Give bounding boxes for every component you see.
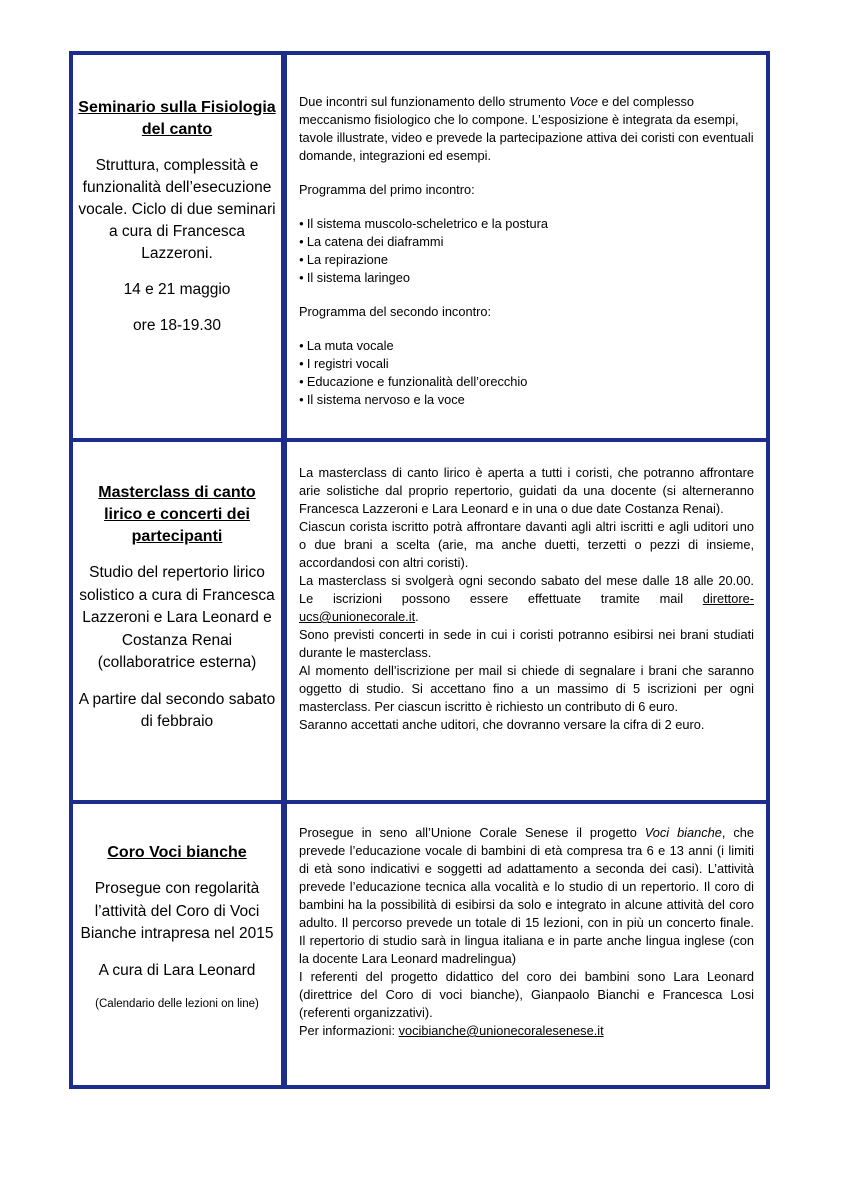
masterclass-p2: Ciascun corista iscritto potrà affrontare davanti agli altri iscritti e agli uditori uno o due brani a scelta (arie, ma anche duetti, terzetti o pezzi di insieme, accordandosi con altri coristi). — [299, 519, 754, 570]
seminar-intro: Due incontri sul funzionamento dello strumento Voce e del complesso meccanismo fisiologico che lo compone. L’esposizione è integrata da esempi, tavole illustrate, video e prevede la partecipazione attiva dei coristi con eventuali domande, integrazioni ed esempi. — [299, 94, 754, 163]
masterclass-info-cell — [69, 438, 285, 804]
masterclass-description-cell — [283, 438, 770, 804]
program2-heading: Programma del secondo incontro: — [299, 304, 492, 319]
children-choir-p2: I referenti del progetto didattico del coro dei bambini sono Lara Leonard (direttrice del Coro di voci bianche), Gianpaolo Bianchi e Francesca Losi (referenti organizzativi). — [299, 969, 754, 1020]
masterclass-p1: La masterclass di canto lirico è aperta a tutti i coristi, che potranno affrontare arie solistiche dal proprio repertorio, guidati da una docente (si alterneranno Francesca Lazzeroni e Lara Leonard e in una o due date Costanza Renai). — [299, 465, 754, 516]
list-item: ● I registri vocali — [299, 355, 754, 373]
masterclass-email-link[interactable]: direttore-ucs@unionecorale.it — [299, 591, 754, 624]
seminar-description-cell — [283, 51, 770, 442]
children-choir-email-link[interactable]: vocibianche@unionecoralesenese.it — [398, 1023, 604, 1038]
children-choir-p1: Prosegue in seno all’Unione Corale Senese il progetto Voci bianche, che prevede l’educazione vocale di bambini di età compresa tra 6 e 13 anni (i limiti di età sono indicativi e soggetti ad adattamento a seconda dei casi). L’attività prevede l’educazione tecnica alla vocalità e lo studio di un repertorio. Il coro di bambini ha la possibilità di esibirsi da solo e integrato in alcune attività del coro adulto. Il percorso prevede un totale di 15 lezioni, con in più un concerto finale. Il repertorio di studio sarà in lingua italiana e in parte anche lingua inglese (con la docente Lara Leonard madrelingua) — [299, 825, 755, 966]
seminar-title: Seminario sulla Fisiologia del canto — [78, 99, 276, 138]
voci-bianche-emphasis: Voci bianche — [644, 825, 722, 840]
program1-heading: Programma del primo incontro: — [299, 182, 475, 197]
list-item: ● Il sistema laringeo — [299, 269, 754, 287]
children-choir-info-cell — [69, 800, 285, 1089]
masterclass-p5: Al momento dell’iscrizione per mail si chiede di segnalare i brani che saranno oggetto di studio. Si accettano fino a un massimo di 5 iscrizioni per ogni masterclass. Per ciascun iscritto è richiesto un contributo di 6 euro. — [299, 663, 754, 714]
children-choir-description-cell — [283, 800, 770, 1089]
seminar-time: ore 18-19.30 — [133, 317, 221, 334]
list-item: ● Il sistema nervoso e la voce — [299, 391, 754, 409]
list-item: ● La catena dei diaframmi — [299, 233, 754, 251]
program1-list — [299, 215, 754, 287]
list-item: ● La repirazione — [299, 251, 754, 269]
list-item: ● Il sistema muscolo-scheletrico e la postura — [299, 215, 754, 233]
masterclass-title: Masterclass di canto lirico e concerti dei partecipanti — [98, 484, 256, 545]
children-choir-curator: A cura di Lara Leonard — [98, 961, 256, 979]
seminar-subtitle: Struttura, complessità e funzionalità dell’esecuzione vocale. Ciclo di due seminari a cura di Francesca Lazzeroni. — [78, 157, 276, 262]
program2-list — [299, 337, 754, 409]
masterclass-start: A partire dal secondo sabato di febbraio — [78, 690, 276, 730]
voce-emphasis: Voce — [569, 94, 599, 109]
masterclass-p3: La masterclass si svolgerà ogni secondo sabato del mese dalle 18 alle 20.00. Le iscrizioni possono essere effettuate tramite mail direttore-ucs@unionecorale.it. — [299, 573, 754, 624]
children-choir-p3: Per informazioni: vocibianche@unionecoralesenese.it — [299, 1023, 604, 1038]
masterclass-p4: Sono previsti concerti in sede in cui i coristi potranno esibirsi nei brani studiati durante le masterclass. — [299, 627, 754, 660]
children-choir-subtitle: Prosegue con regolarità l’attività del Coro di Voci Bianche intrapresa nel 2015 — [80, 880, 274, 942]
list-item: ● Educazione e funzionalità dell’orecchio — [299, 373, 754, 391]
masterclass-subtitle: Studio del repertorio lirico solistico a cura di Francesca Lazzeroni e Lara Leonard e Costanza Renai (collaboratrice esterna) — [79, 564, 275, 671]
seminar-info-cell — [69, 51, 285, 442]
children-choir-title: Coro Voci bianche — [107, 844, 247, 861]
seminar-dates: 14 e 21 maggio — [123, 281, 231, 298]
list-item: ● La muta vocale — [299, 337, 754, 355]
masterclass-p6: Saranno accettati anche uditori, che dovranno versare la cifra di 2 euro. — [299, 717, 705, 732]
lessons-calendar-note: (Calendario delle lezioni on line) — [95, 997, 259, 1010]
